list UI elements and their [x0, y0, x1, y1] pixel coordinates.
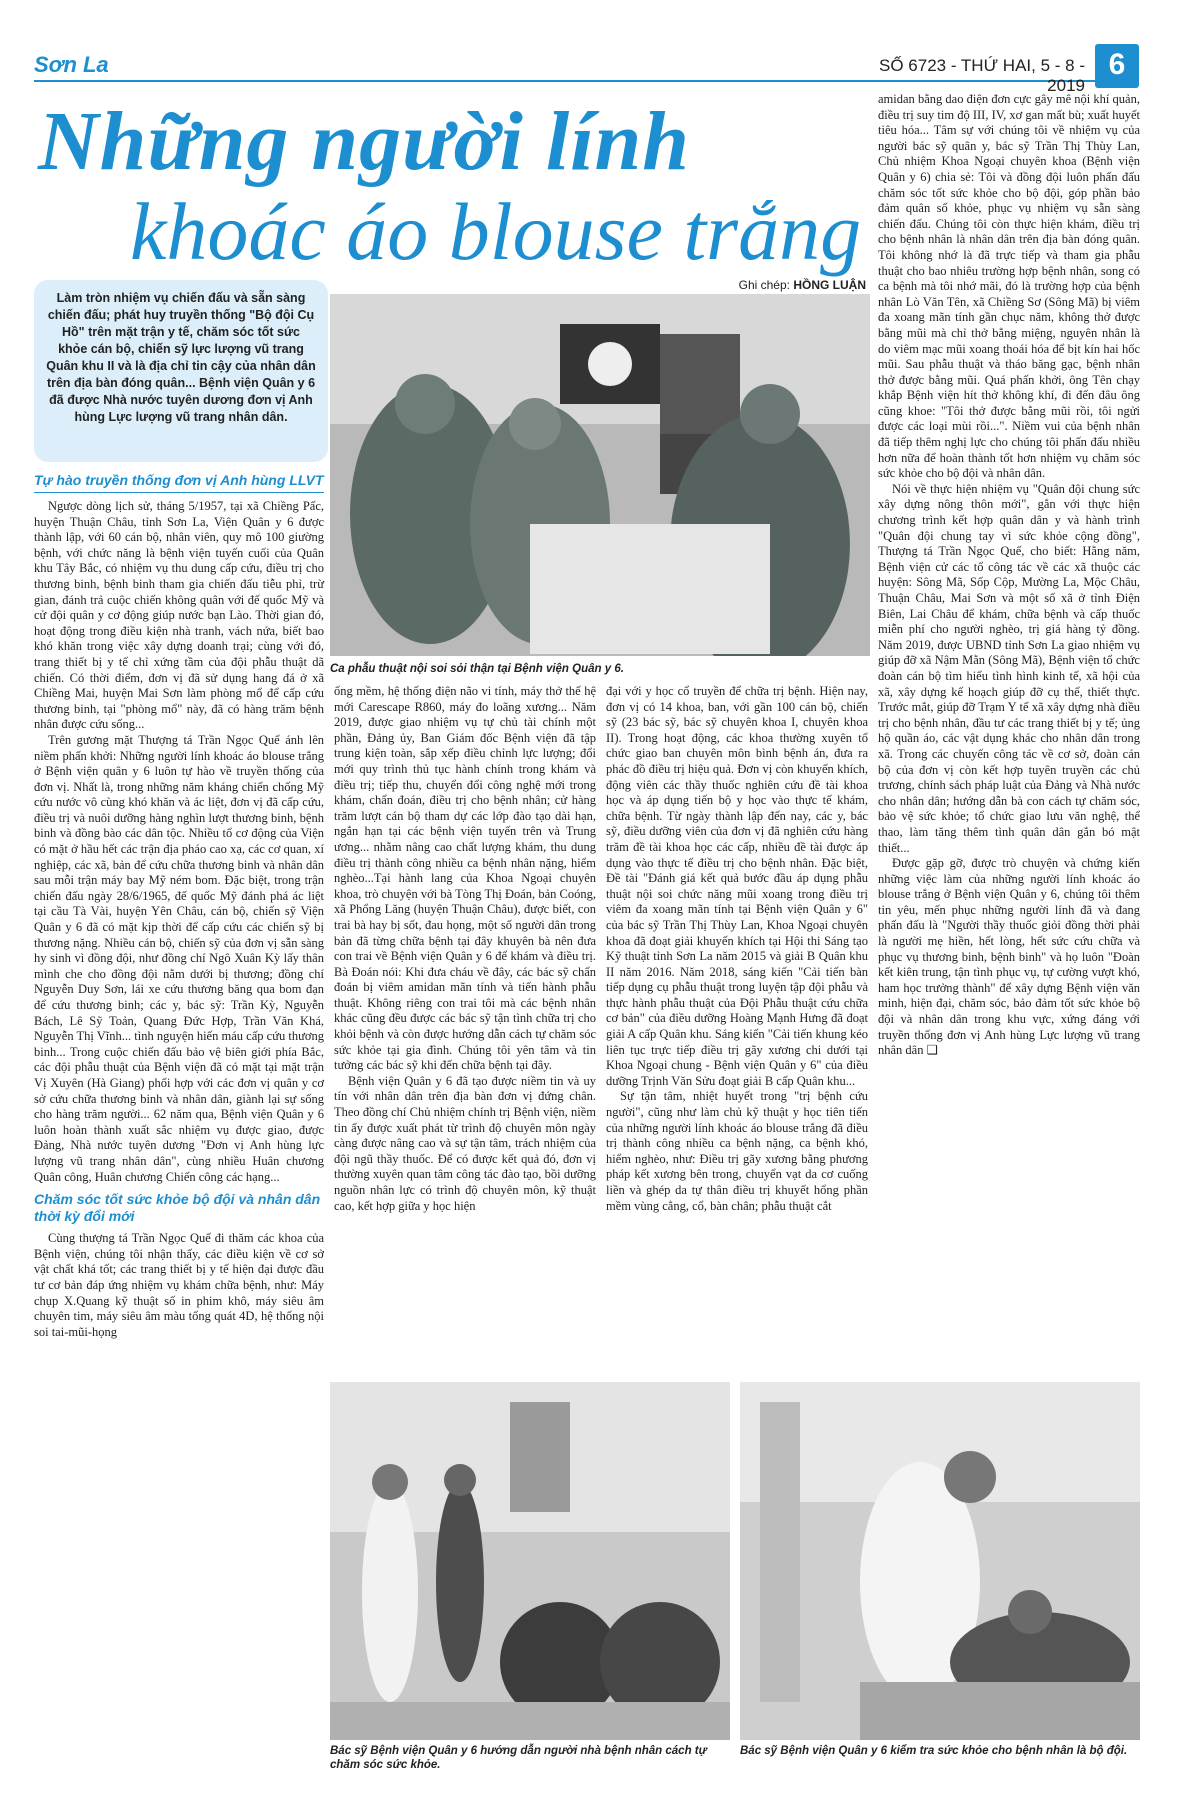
- byline-label: Ghi chép:: [738, 278, 790, 292]
- col4-paragraph-1: amidan bằng dao điện đơn cực gây mê nội khí quản, điều trị suy tim độ III, IV, xơ gan mất bù; xuất huyết tiêu hóa... Tâm sự với chúng tôi về nhiệm vụ của người bác sỹ quân y, bác sỹ Trần Thị Thùy Lan, Chủ nhiệm Khoa Ngoại chuyên khoa (Bệnh viện Quân y 6) chia sẻ: Tôi và đồng đội luôn phấn đấu chăm sóc tốt sức khỏe cho bộ đội, góp phần bảo đảm quân số khỏe, phục vụ nhiệm vụ sẵn sàng chiến đấu. Chúng tôi còn thực hiện khám, điều trị cho bệnh nhân là nhân dân trên địa bàn đóng quân. Tôi không nhớ là đã trực tiếp và tham gia phẫu thuật cho bao nhiêu trường hợp bệnh nhân, song có ca bệnh mà tôi nhớ mãi, đó là trường hợp của bệnh nhân Lò Văn Tên, xã Chiềng Sơ (Sông Mã) bị viêm đa xoang mãn tính gần chục năm, không thở được bằng mũi mà chỉ thở bằng miệng, nguyên nhân là do viêm mạc mũi xoang thoái hóa để bịt kín hai hốc mũi. Sau phẫu thuật và tháo băng gạc, bệnh nhân thở được bằng mũi. Quá phấn khởi, ông Tên chạy khắp Bệnh viện hít thở không khí, đi đến đâu ông cũng khoe: "Tôi thở được bằng mũi rồi, tôi ngửi được các loại mùi rồi...". Niềm vui của bệnh nhân đã tiếp thêm nghị lực cho chúng tôi phấn đấu nhiều hơn nữa để hoàn thành tốt hơn nhiệm vụ chăm sóc sức khỏe cho bộ đội và nhân dân.: [878, 92, 1140, 481]
- col2-paragraph-1: ống mềm, hệ thống điện não vi tính, máy thở thế hệ mới Carescape R860, máy đo loãng xương... Năm 2019, được giao nhiệm vụ tự chủ tài chính một phần, Đảng ủy, Ban Giám đốc Bệnh viện đã tập trung kiện toàn, sắp xếp điều chỉnh lực lượng; đổi mới quy trình thủ tục hành chính trong khám và điều trị; tiếp thu, chuyển đổi công nghệ mới trong khám, chẩn đoán, điều trị cho bệnh nhân; cử hàng trăm lượt cán bộ tham dự các lớp đào tạo dài hạn, ngắn hạn tại các bệnh viện tuyến trên và Trung ương... nhằm nâng cao chất lượng khám, thu dung điều trị thành công nhiều ca bệnh nhân nặng, hiểm nghèo...Tại hành lang của Khoa Ngoại chuyên khoa, trò chuyện với bà Tòng Thị Đoán, bản Coóng, xã Phổng Lăng (huyện Thuận Châu), được biết, con trai bà hay bị sốt, đau họng, một số người dân trong bản đã từng chữa bệnh tại đây khuyên bà nên đưa con trai về Bệnh viện Quân y 6 để khám và điều trị. Bà Đoán nói: Khi đưa cháu về đây, các bác sỹ chẩn đoán bị viêm amidan mãn tính và tiến hành phẫu thuật. Không riêng con trai tôi mà các bệnh nhân khác cũng đều được các bác sỹ tận tình chữa trị cho khỏi bệnh và còn được hướng dẫn cách tự chăm sóc sức khỏe tại gia đình. Chúng tôi yên tâm và tin tưởng các bác sỹ khi đến chữa bệnh tại đây.: [334, 684, 596, 1073]
- col1-paragraph-2: Trên gương mặt Thượng tá Trần Ngọc Quế ánh lên niềm phấn khởi: Những người lính khoác áo blouse trắng ở Bệnh viện quân y 6 luôn tự hào về truyền thống của đơn vị. Nhất là, trong những năm kháng chiến chống Mỹ cứu nước vô cùng khó khăn và ác liệt, đơn vị đã cấp cứu, điều trị và nuôi dưỡng hàng nghìn lượt thương binh, bệnh binh và đồng bào các dân tộc. Nhiều tổ cơ động của Viện có mặt ở hầu hết các trận địa pháo cao xạ, các cơ quan, xí nghiệp, các xã, bản để cứu chữa thương binh và nhân dân sau mỗi trận máy bay Mỹ ném bom. Đặc biệt, trong trận chiến đấu ngày 28/6/1965, đế quốc Mỹ đánh phá ác liệt tại cầu Tà Vài, huyện Yên Châu, cán bộ, chiến sỹ Viện Quân y 6 đã có mặt kịp thời để cấp cứu các chiến sỹ bị thương nặng. Nhiều cán bộ, chiến sỹ của đơn vị sẵn sàng hy sinh vì đồng đội, như đồng chí Ngô Xuân Kỳ lấy thân mình che cho đồng đội nằm dưới bị thương; đồng chí Nguyễn Duy Sơn, lái xe cứu thương băng qua bom đạn để cứu thương binh; các y, bác sỹ: Trần Kỳ, Nguyễn Bách, Lê Sỹ Toản, Quang Đức Hợp, Trần Văn Khá, Nguyễn Thị Vĩnh... tình nguyện hiến máu cấp cứu thương binh... Trong cuộc chiến đấu bảo vệ biên giới phía Bắc, các đội phẫu thuật của Bệnh viện đã có mặt tại mặt trận Vị Xuyên (Hà Giang) phối hợp với các đơn vị quân y cơ sở cứu chữa thương binh và nhân dân, giành lại sự sống cho hàng trăm người... 62 năm qua, Bệnh viện Quân y 6 luôn hoàn thành xuất sắc nhiệm vụ được giao, được Đảng, Nhà nước tuyên dương "Đơn vị Anh hùng lực lượng vũ trang nhân dân", cùng nhiều Huân chương Quân công, Huân chương Chiến công các hạng...: [34, 732, 324, 1184]
- column-1: [34, 472, 324, 1340]
- lead-text: Làm tròn nhiệm vụ chiến đấu và sẵn sàng chiến đấu; phát huy truyền thống "Bộ đội Cụ Hồ" trên mặt trận y tế, chăm sóc tốt sức khỏe cán bộ, chiến sỹ lực lượng vũ trang Quân khu II và là địa chỉ tin cậy của nhân dân trên địa bàn đóng quân... Bệnh viện Quân y 6 đã được Nhà nước tuyên dương đơn vị Anh hùng Lực lượng vũ trang nhân dân.: [46, 291, 316, 424]
- col1-paragraph-3: Cùng thượng tá Trần Ngọc Quế đi thăm các khoa của Bệnh viện, chúng tôi nhận thấy, các điều kiện về cơ sở vật chất khá tốt; các trang thiết bị y tế hiện đại được đầu tư cơ bản đáp ứng nhiệm vụ khám chữa bệnh, như: Máy chụp X.Quang kỹ thuật số in phim khô, máy siêu âm chuyên tim, máy siêu âm màu tổng quát 4D, hệ thống nội soi tai-mũi-họng: [34, 1231, 324, 1339]
- section-name: Sơn La: [34, 52, 109, 77]
- subheading-care: Chăm sóc tốt sức khỏe bộ đội và nhân dân thời kỳ đổi mới: [34, 1191, 321, 1225]
- headline-line-1: Những người lính: [38, 95, 690, 188]
- surgery-scene-icon: [330, 294, 870, 656]
- checkup-photo-caption: Bác sỹ Bệnh viện Quân y 6 kiểm tra sức khỏe cho bệnh nhân là bộ đội.: [740, 1745, 1128, 1757]
- checkup-scene-icon: [740, 1382, 1140, 1740]
- subheading-rule: [34, 492, 324, 493]
- training-photo: [330, 1382, 730, 1740]
- training-scene-icon: [330, 1382, 730, 1740]
- byline: [720, 278, 866, 292]
- col3-paragraph-1: đại với y học cổ truyền để chữa trị bệnh. Hiện nay, đơn vị có 14 khoa, ban, với gần 100 cán bộ, chiến sỹ (23 bác sỹ, bác sỹ chuyên khoa I, chuyên khoa II). Trong hoạt động, các khoa thường xuyên tổ chức giao ban chuyên môn bình bệnh án, đưa ra phác đồ điều trị hiệu quả. Đơn vị còn khuyến khích, động viên các thầy thuốc nghiên cứu đề tài khoa học và áp dụng tiến bộ y học vào thực tế khám, chữa bệnh. Từ ngày thành lập đến nay, các y, bác sỹ, điều dưỡng viên của đơn vị đã nghiên cứu hàng trăm đề tài khoa học các cấp, nhiều đề tài được áp dụng vào thực tế điều trị cho bệnh nhân. Đặc biệt, Đề tài "Đánh giá kết quả bước đầu áp dụng phẫu thuật nội soi chức năng mũi xoang trong điều trị viêm đa xoang mãn tính tại Bệnh viện Quân y 6" của bác sỹ Trần Thị Thùy Lan, Khoa Ngoại chuyên khoa đã đoạt giải khuyến khích tại Hội thi Sáng tạo Kỹ thuật tỉnh Sơn La năm 2015 và giải B Quân khu II năm 2016. Năm 2018, sáng kiến "Cải tiến bàn tiếp dụng cụ phẫu thuật trong luyện tập đội phẫu và thực hành phẫu thuật của Đội Phẫu thuật cứu chữa cơ bản" của điều dưỡng Hoàng Mạnh Hưng đã đoạt giải A cấp Quân khu. Sáng kiến "Cải tiến khung kéo liên tục trực tiếp điều trị gãy xương chi dưới tại Khoa Ngoại chung - Bệnh viện Quân y 6" của điều dưỡng Trịnh Văn Sửu đoạt giải B cấp Quân khu...: [606, 684, 868, 1088]
- col4-paragraph-3: Được gặp gỡ, được trò chuyện và chứng kiến những việc làm của những người lính khoác áo blouse trắng ở Bệnh viện Quân y 6, chúng tôi thêm tin yêu, mến phục những người lính đã và đang phấn đấu là "Người thầy thuốc giỏi đồng thời phải là người mẹ hiền, hết lòng, hết sức cứu chữa và phục vụ thương binh, bệnh binh" và họ luôn "Đoàn kết kiên trung, tận tình phục vụ, tự cường vượt khó, ham học trưởng thành" để xây dựng Bệnh viện văn minh, hiện đại, chăm sóc, bảo đảm tốt sức khỏe bộ đội và nhân dân trong khu vực, xứng đáng với truyền thống đơn vị Anh hùng Lực lượng vũ trang nhân dân ❑: [878, 856, 1140, 1058]
- lead-box: [34, 280, 328, 462]
- issue-info: SỐ 6723 - THỨ HAI, 5 - 8 - 2019: [879, 56, 1085, 95]
- page-header: [0, 0, 1200, 95]
- surgery-photo: [330, 294, 870, 656]
- col1-paragraph-1: Ngược dòng lịch sử, tháng 5/1957, tại xã Chiềng Pấc, huyện Thuận Châu, tỉnh Sơn La, Viện Quân y 6 được thành lập, với 60 cán bộ, nhân viên, quy mô 100 giường bệnh, với chức năng là bệnh viện tuyến cuối của Quân khu Tây Bắc, có nhiệm vụ thu dung cấp cứu, điều trị cho thương binh, bệnh binh tham gia chiến đấu tiễu phỉ, trừ gian, đánh trả cuộc chiến không quân với đế quốc Mỹ và cử đội quân y cơ động giúp nước bạn Lào. Thời gian đó, hoạt động trong điều kiện nhà tranh, vách nứa, biết bao khó khăn trong việc xây dựng doanh trại; cùng với đó, trang thiết bị y tế chỉ xứng tầm của đội phẫu thuật dã chiến. Có thời điểm, đơn vị đã sử dụng hang đá ở xã Chiềng Mai, huyện Mai Sơn làm phòng mổ để cấp cứu thương binh, tại "phòng mổ" này, đã có hàng trăm bệnh nhân được cứu sống...: [34, 499, 324, 732]
- col3-paragraph-2: Sự tận tâm, nhiệt huyết trong "trị bệnh cứu người", cũng như làm chủ kỹ thuật y học tiên tiến của những người lính khoác áo blouse trắng đã điều trị thành công nhiều ca bệnh nặng, ca bệnh khó, hiểm nghèo, như: Điều trị gãy xương bằng phương pháp kết xương bên trong, chuyển vạt da cơ cuống liền và ghép da tự thân điều trị khuyết hổng phần mềm vùng cẳng, cổ, bàn chân; phẫu thuật cắt: [606, 1089, 868, 1213]
- page-number: 6: [1108, 48, 1126, 81]
- main-photo-caption: Ca phẫu thuật nội soi sỏi thận tại Bệnh viện Quân y 6.: [330, 663, 624, 675]
- headline-line-2: khoác áo blouse trắng: [130, 186, 862, 277]
- column-4: [878, 92, 1140, 1059]
- training-photo-caption: Bác sỹ Bệnh viện Quân y 6 hướng dẫn người nhà bệnh nhân cách tự chăm sóc sức khỏe.: [330, 1745, 707, 1771]
- col4-paragraph-2: Nói về thực hiện nhiệm vụ "Quân đội chung sức xây dựng nông thôn mới", gắn với thực hiện chương trình kết hợp quân dân y và hành trình "Quân đội chung tay vì sức khỏe cộng đồng", Thượng tá Trần Ngọc Quế, cho biết: Hằng năm, Bệnh viện cử các tổ công tác về các xã thuộc các huyện: Sông Mã, Sốp Cộp, Mường La, Mộc Châu, Thuận Châu, Mai Sơn và một số xã ở tỉnh Điện Biên, Lai Châu để khám, chữa bệnh và cấp thuốc miễn phí cho người nghèo, trị giá hàng tỷ đồng. Năm 2019, được UBND tỉnh Sơn La giao nhiệm vụ giúp đỡ xã Nậm Mằn (Sông Mã), Bệnh viện tổ chức đoàn cán bộ tìm hiểu tình hình kinh tế, xã hội của xã, xây dựng kế hoạch giúp đỡ cụ thể, thiết thực. Trước mắt, giúp đỡ Trạm Y tế xã xây dựng nhà điều trị cho bệnh nhân, đầu tư các trang thiết bị y tế; ủng hộ quần áo, các vật dụng khác cho nhân dân trong xã. Trong các chuyến công tác về cơ sở, đoàn cán bộ của đơn vị còn kết hợp tuyên truyền các chủ trương, chính sách pháp luật của Đảng và Nhà nước cho nhân dân; hướng dẫn bà con cách tự chăm sóc, bảo vệ sức khỏe; tổ chức giao lưu văn nghệ, thể thao, làm tăng thêm tình quân dân gắn bó mật thiết...: [878, 481, 1140, 855]
- subheading-tradition: Tự hào truyền thống đơn vị Anh hùng LLVT: [34, 472, 324, 488]
- column-3: [606, 684, 868, 1214]
- byline-author: HỒNG LUẬN: [793, 278, 866, 292]
- column-2: [334, 684, 596, 1214]
- col2-paragraph-2: Bệnh viện Quân y 6 đã tạo được niềm tin và uy tín với nhân dân trên địa bàn đơn vị đứng chân. Theo đồng chí Chủ nhiệm chính trị Bệnh viện, niềm tin ấy được xuất phát từ trình độ chuyên môn ngày càng được nâng cao và sự tận tâm, trách nhiệm của đội ngũ thầy thuốc. Để có được kết quả đó, đơn vị thường xuyên quan tâm công tác đào tạo, bồi dưỡng nguồn nhân lực có trình độ chuyên môn, kỹ thuật cao, kết hợp giữa y học hiện: [334, 1073, 596, 1213]
- checkup-photo: [740, 1382, 1140, 1740]
